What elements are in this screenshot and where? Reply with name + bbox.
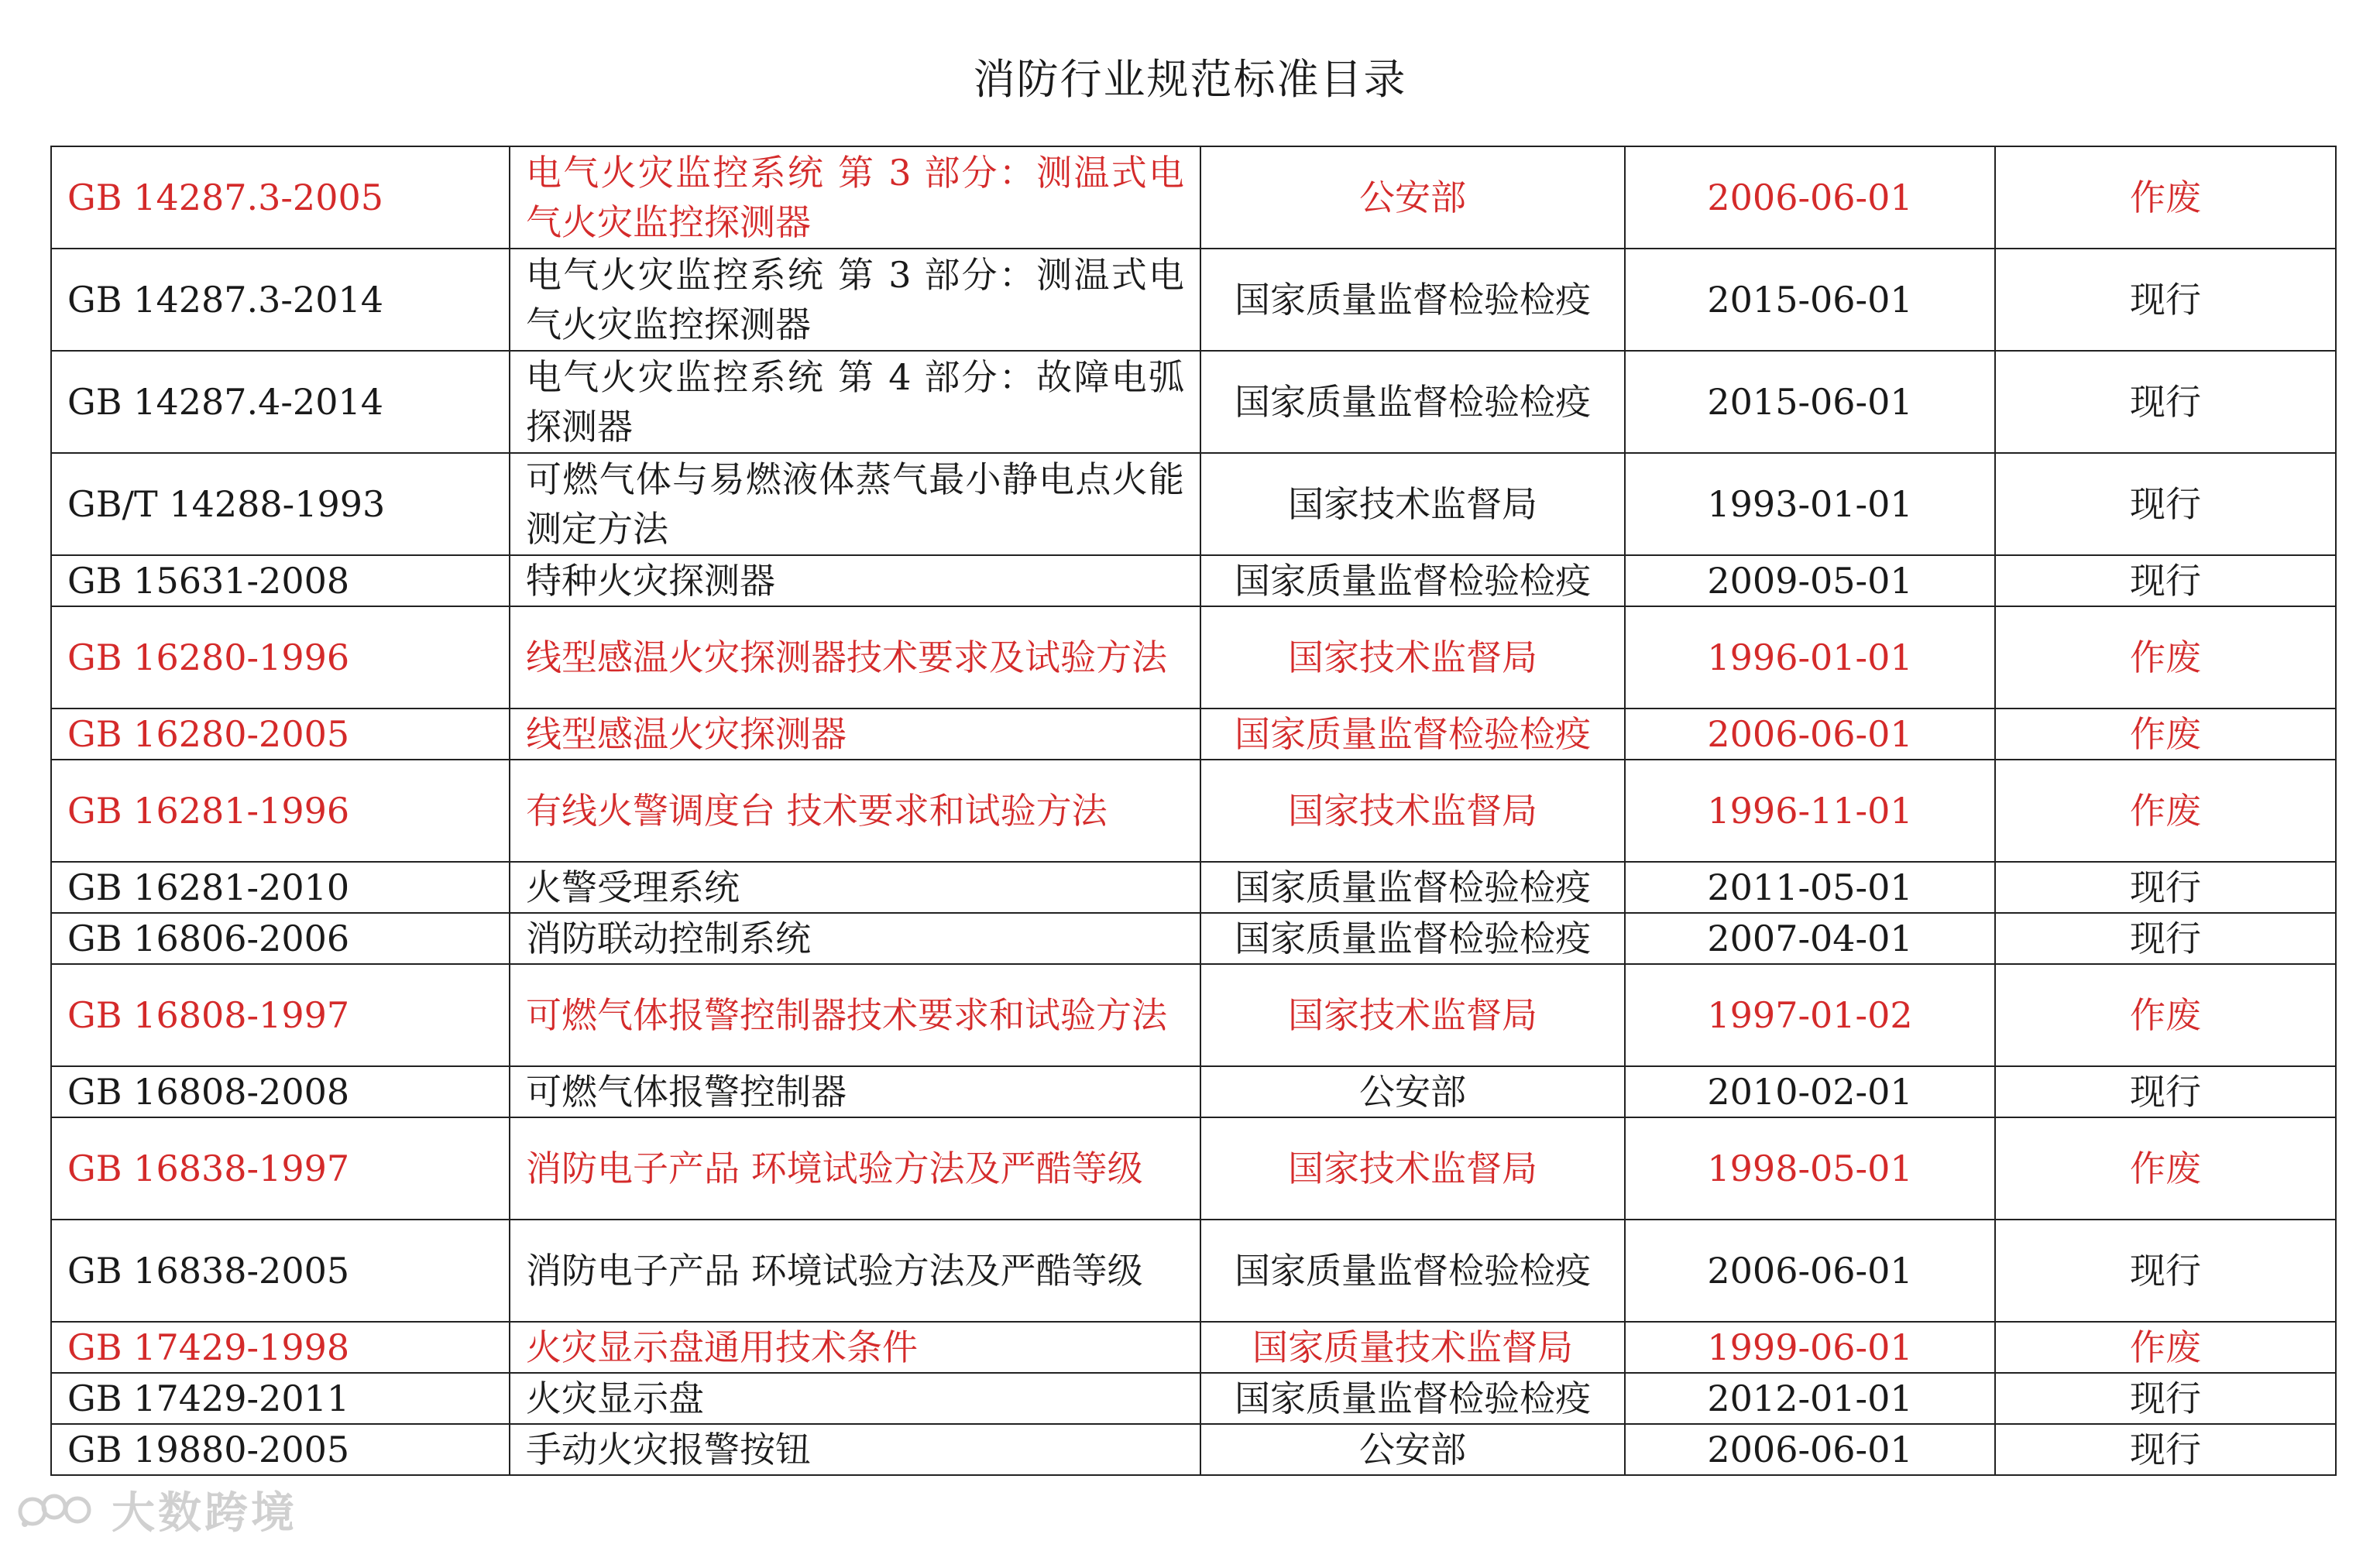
issuing-authority: 国家质量技术监督局 xyxy=(1200,1322,1625,1373)
watermark xyxy=(15,1483,297,1537)
standard-code: GB 16808-1997 xyxy=(51,964,510,1066)
effective-date: 2006-06-01 xyxy=(1625,146,1995,249)
effective-date: 2012-01-01 xyxy=(1625,1373,1995,1424)
table-row xyxy=(51,1117,2336,1220)
effective-date: 2011-05-01 xyxy=(1625,862,1995,913)
standard-code: GB 16280-1996 xyxy=(51,606,510,709)
table-row xyxy=(51,913,2336,964)
effective-date: 1999-06-01 xyxy=(1625,1322,1995,1373)
standard-code: GB 16280-2005 xyxy=(51,709,510,760)
status-label: 现行 xyxy=(1995,1220,2336,1322)
issuing-authority: 国家质量监督检验检疫 xyxy=(1200,1373,1625,1424)
table-row xyxy=(51,760,2336,862)
effective-date: 2010-02-01 xyxy=(1625,1066,1995,1117)
effective-date: 1996-11-01 xyxy=(1625,760,1995,862)
standard-name: 可燃气体报警控制器技术要求和试验方法 xyxy=(510,964,1200,1066)
table-row xyxy=(51,146,2336,249)
issuing-authority: 公安部 xyxy=(1200,1066,1625,1117)
standards-table xyxy=(50,146,2337,1476)
effective-date: 2009-05-01 xyxy=(1625,555,1995,606)
table-row xyxy=(51,862,2336,913)
status-label: 现行 xyxy=(1995,555,2336,606)
standard-name: 电气火灾监控系统 第 4 部分：故障电弧探测器 xyxy=(510,351,1200,453)
standard-name: 线型感温火灾探测器技术要求及试验方法 xyxy=(510,606,1200,709)
standard-name: 消防联动控制系统 xyxy=(510,913,1200,964)
issuing-authority: 国家质量监督检验检疫 xyxy=(1200,913,1625,964)
status-label: 作废 xyxy=(1995,1117,2336,1220)
status-label: 作废 xyxy=(1995,1322,2336,1373)
status-label: 现行 xyxy=(1995,913,2336,964)
standard-name: 可燃气体报警控制器 xyxy=(510,1066,1200,1117)
watermark-text: 大数跨境 xyxy=(112,1488,297,1539)
status-label: 现行 xyxy=(1995,1066,2336,1117)
standard-code: GB 16281-2010 xyxy=(51,862,510,913)
effective-date: 2006-06-01 xyxy=(1625,1424,1995,1475)
issuing-authority: 国家质量监督检验检疫 xyxy=(1200,862,1625,913)
standard-code: GB 17429-1998 xyxy=(51,1322,510,1373)
issuing-authority: 国家质量监督检验检疫 xyxy=(1200,249,1625,351)
table-row xyxy=(51,1322,2336,1373)
table-row xyxy=(51,453,2336,555)
table-row xyxy=(51,351,2336,453)
issuing-authority: 国家技术监督局 xyxy=(1200,1117,1625,1220)
table-row xyxy=(51,1220,2336,1322)
status-label: 现行 xyxy=(1995,1373,2336,1424)
status-label: 现行 xyxy=(1995,249,2336,351)
effective-date: 1998-05-01 xyxy=(1625,1117,1995,1220)
status-label: 现行 xyxy=(1995,453,2336,555)
standard-name: 线型感温火灾探测器 xyxy=(510,709,1200,760)
standard-name: 火灾显示盘通用技术条件 xyxy=(510,1322,1200,1373)
standard-code: GB 16808-2008 xyxy=(51,1066,510,1117)
standard-code: GB 15631-2008 xyxy=(51,555,510,606)
effective-date: 2006-06-01 xyxy=(1625,709,1995,760)
issuing-authority: 国家质量监督检验检疫 xyxy=(1200,709,1625,760)
standard-code: GB 16281-1996 xyxy=(51,760,510,862)
standard-name: 消防电子产品 环境试验方法及严酷等级 xyxy=(510,1220,1200,1322)
effective-date: 1993-01-01 xyxy=(1625,453,1995,555)
issuing-authority: 国家技术监督局 xyxy=(1200,964,1625,1066)
issuing-authority: 国家质量监督检验检疫 xyxy=(1200,351,1625,453)
issuing-authority: 国家技术监督局 xyxy=(1200,760,1625,862)
status-label: 作废 xyxy=(1995,709,2336,760)
standard-code: GB 16838-2005 xyxy=(51,1220,510,1322)
page-title: 消防行业规范标准目录 xyxy=(973,55,1407,104)
table-row xyxy=(51,709,2336,760)
status-label: 作废 xyxy=(1995,606,2336,709)
effective-date: 2007-04-01 xyxy=(1625,913,1995,964)
table-row xyxy=(51,1373,2336,1424)
standard-name: 电气火灾监控系统 第 3 部分：测温式电气火灾监控探测器 xyxy=(510,146,1200,249)
standard-code: GB/T 14288-1993 xyxy=(51,453,510,555)
standard-name: 火警受理系统 xyxy=(510,862,1200,913)
status-label: 作废 xyxy=(1995,964,2336,1066)
issuing-authority: 国家技术监督局 xyxy=(1200,453,1625,555)
issuing-authority: 公安部 xyxy=(1200,146,1625,249)
table-row xyxy=(51,964,2336,1066)
effective-date: 1997-01-02 xyxy=(1625,964,1995,1066)
standard-code: GB 17429-2011 xyxy=(51,1373,510,1424)
table-row xyxy=(51,1066,2336,1117)
effective-date: 2015-06-01 xyxy=(1625,351,1995,453)
standard-code: GB 16838-1997 xyxy=(51,1117,510,1220)
brand-logo-icon xyxy=(15,1487,101,1533)
standard-name: 电气火灾监控系统 第 3 部分：测温式电气火灾监控探测器 xyxy=(510,249,1200,351)
issuing-authority: 公安部 xyxy=(1200,1424,1625,1475)
standard-name: 手动火灾报警按钮 xyxy=(510,1424,1200,1475)
table-row xyxy=(51,555,2336,606)
issuing-authority: 国家质量监督检验检疫 xyxy=(1200,1220,1625,1322)
table-row xyxy=(51,249,2336,351)
status-label: 作废 xyxy=(1995,146,2336,249)
standard-code: GB 16806-2006 xyxy=(51,913,510,964)
effective-date: 2015-06-01 xyxy=(1625,249,1995,351)
effective-date: 1996-01-01 xyxy=(1625,606,1995,709)
issuing-authority: 国家技术监督局 xyxy=(1200,606,1625,709)
table-row xyxy=(51,606,2336,709)
status-label: 现行 xyxy=(1995,1424,2336,1475)
issuing-authority: 国家质量监督检验检疫 xyxy=(1200,555,1625,606)
table-row xyxy=(51,1424,2336,1475)
effective-date: 2006-06-01 xyxy=(1625,1220,1995,1322)
standard-name: 消防电子产品 环境试验方法及严酷等级 xyxy=(510,1117,1200,1220)
standard-code: GB 14287.4-2014 xyxy=(51,351,510,453)
status-label: 现行 xyxy=(1995,862,2336,913)
standard-name: 特种火灾探测器 xyxy=(510,555,1200,606)
status-label: 作废 xyxy=(1995,760,2336,862)
standard-name: 可燃气体与易燃液体蒸气最小静电点火能测定方法 xyxy=(510,453,1200,555)
standard-code: GB 14287.3-2014 xyxy=(51,249,510,351)
standard-name: 有线火警调度台 技术要求和试验方法 xyxy=(510,760,1200,862)
standard-code: GB 19880-2005 xyxy=(51,1424,510,1475)
standard-name: 火灾显示盘 xyxy=(510,1373,1200,1424)
standard-code: GB 14287.3-2005 xyxy=(51,146,510,249)
status-label: 现行 xyxy=(1995,351,2336,453)
